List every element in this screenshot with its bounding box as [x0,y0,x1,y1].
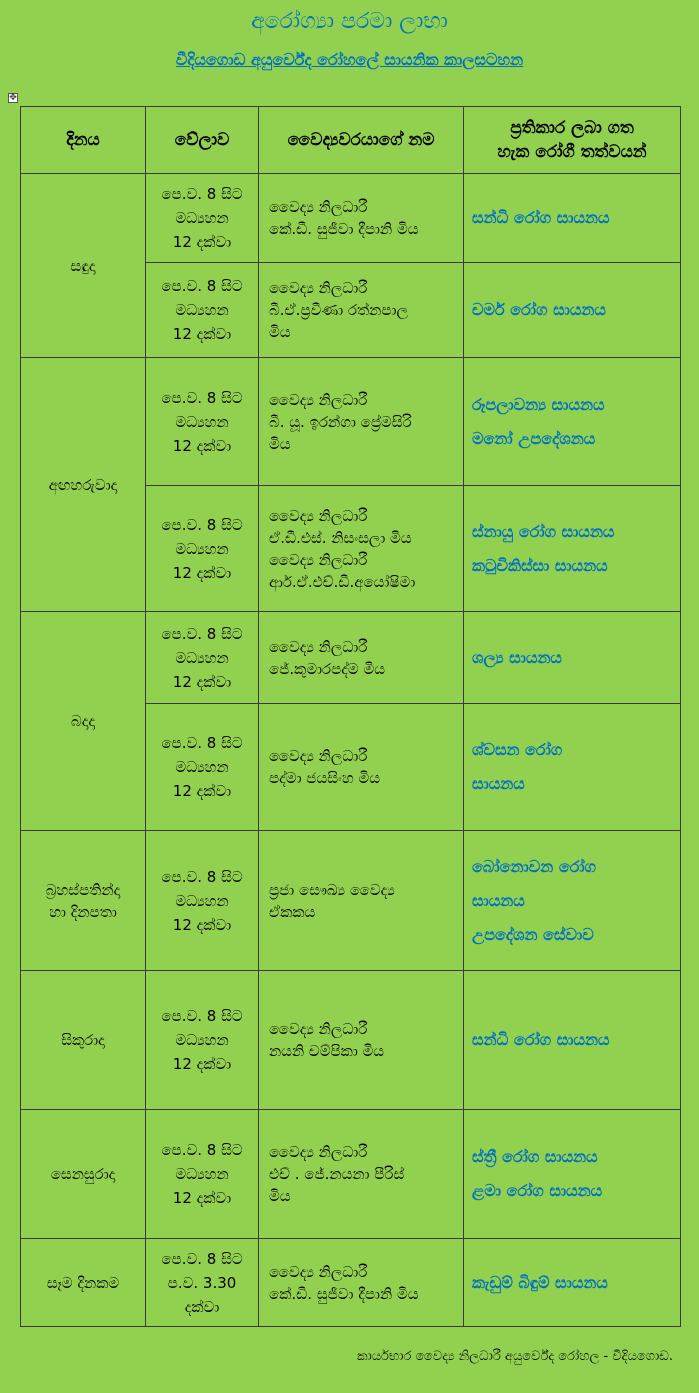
service-line: චර්ම රෝග සායනය [472,300,606,319]
time-line: පෙ.ව. 8 සිට [161,867,243,886]
time-cell [146,612,259,704]
header-doctor: වෛද්‍යවරයාගේ නම [259,107,464,174]
doctor-cell [259,358,464,486]
time-line: මධ්‍යහන [175,412,229,431]
service-line: සායනය [472,774,525,793]
service-line: කැඩුම් බිඳුම් සායනය [472,1272,608,1292]
doctor-line: එච් . ජේ.නයනා පීරිස් [269,1165,405,1183]
table-row [21,612,681,704]
time-line: පෙ.ව. 8 සිට [161,1007,243,1025]
service-line: ශ්වසන රෝග [472,740,563,759]
day-cell: අඟහරුවාදා [21,358,146,612]
day-cell: බදාදා [21,612,146,831]
doctor-cell [259,1239,464,1327]
doctor-line: කේ.ඩී. සුජීවා දීපානි මිය [269,1284,419,1303]
time-cell [146,486,259,612]
doctor-line: නයනි චම්පිකා මිය [269,1042,385,1060]
time-line: 12 දක්වා [172,563,232,582]
service-line: සායනය [472,890,525,910]
time-line: පෙ.ව. 8 සිට [161,734,243,752]
day-cell: සෙනසුරාදා [21,1110,146,1239]
doctor-cell [259,263,464,358]
service-line: සන්ධි රෝග සායනය [472,208,610,227]
time-cell [146,1239,259,1327]
day-cell: සෑම දිනකම [21,1239,146,1327]
day-line: බ්‍රහස්පතින්දා [45,880,121,899]
doctor-cell [259,174,464,263]
time-line: පෙ.ව. 8 සිට [161,1249,243,1268]
time-cell [146,263,259,358]
header-conditions [464,107,681,174]
doctor-line: වෛද්‍ය නිලධාරී [269,747,368,765]
service-cell [464,971,681,1110]
service-line: කටුචිකිස්සා සායනය [472,555,608,575]
table-row [21,971,681,1110]
table-row [21,831,681,971]
time-cell [146,971,259,1110]
doctor-line: ආර්.ඒ.එච්.ඩී.අයෝෂිමා [269,572,416,591]
doctor-line: මිය [269,1187,291,1205]
service-line: ශල්‍ය සායනය [472,647,562,667]
doctor-line: වෛද්‍ය නිලධාරී [269,1143,368,1161]
time-line: 12 දක්වා [172,1189,232,1207]
service-line: ස්ත්‍රී රෝග සායනය [472,1147,598,1166]
doctor-line: වෛද්‍ය නිලධාරී [269,198,368,216]
service-cell [464,704,681,831]
doctor-line: කේ.ඩී. සුජීවා දීපානි මිය [269,220,419,238]
service-line: සන්ධි රෝග සායනය [472,1030,610,1049]
time-line: මධ්‍යහන [175,1031,229,1049]
doctor-line: වෛද්‍ය නිලධාරී [269,390,368,409]
service-cell [464,1110,681,1239]
time-line: ප.ව. 3.30 [167,1273,237,1292]
doctor-line: ඒ.ඩී.එස්. නිසංසලා මිය [269,528,412,547]
page-title: අරෝග්‍යා පරමා ලාභා [251,9,448,34]
doctor-line: මිය [269,323,291,341]
service-cell [464,486,681,612]
time-cell [146,831,259,971]
doctor-cell [259,1110,464,1239]
doctor-line: බී.ඒ.ප්‍රවීණා රත්නපාල [269,301,408,319]
table-row [21,1239,681,1327]
service-cell [464,831,681,971]
doctor-cell [259,612,464,704]
time-line: පෙ.ව. 8 සිට [161,624,243,643]
time-line: මධ්‍යහන [175,301,229,319]
service-line: උපදේශන සේවාව [472,924,594,944]
time-line: මධ්‍යහන [175,539,229,558]
time-line: 12 දක්වා [172,672,232,691]
time-line: පෙ.ව. 8 සිට [161,277,243,295]
service-cell [464,358,681,486]
doctor-cell [259,486,464,612]
doctor-line: වෛද්‍ය නිලධාරී [269,1020,368,1038]
time-line: මධ්‍යහන [175,209,229,227]
service-line: ළමා රෝග සායනය [472,1181,603,1200]
doctor-line: වෛද්‍ය නිලධාරී [269,1262,368,1281]
time-line: 12 දක්වා [172,1055,232,1073]
time-line: පෙ.ව. 8 සිට [161,388,243,407]
doctor-cell [259,971,464,1110]
time-line: පෙ.ව. 8 සිට [161,515,243,534]
table-row [21,358,681,486]
time-line: 12 දක්වා [172,233,232,251]
doctor-line: වෛද්‍ය නිලධාරී [269,637,368,656]
doctor-line: බී. යූ. ඉරන්ගා ප්‍රේමසිරි [269,412,412,431]
time-line: 12 දක්වා [172,436,232,455]
time-cell [146,174,259,263]
footer-signature: කාර්යභාර වෛද්‍ය නිලධාරී අයුර්වේද රෝහල - වීදියගොඩ. [357,1349,673,1364]
time-line: පෙ.ව. 8 සිට [161,185,243,203]
doctor-line: මිය [269,434,291,453]
service-cell [464,1239,681,1327]
day-line: හා දිනපතා [49,902,117,921]
time-line: දක්වා [184,1297,220,1316]
move-icon[interactable]: ✥ [9,93,17,103]
header-conditions-line: ප්‍රතිකාර ලබා ගත [510,118,634,138]
time-line: මධ්‍යහන [175,1165,229,1183]
time-line: මධ්‍යහන [175,758,229,776]
doctor-cell [259,704,464,831]
time-line: 12 දක්වා [172,325,232,343]
doctor-cell [259,831,464,971]
service-line: මනෝ උපදේශනය [472,428,596,448]
service-cell [464,263,681,358]
day-cell [21,831,146,971]
header-conditions-line: හැක රෝගී තත්වයන් [497,142,647,162]
time-line: 12 දක්වා [172,782,232,800]
time-line: මධ්‍යහන [175,891,229,910]
doctor-line: ජේ.කුමාරපද්ම මිය [269,659,386,678]
service-line: බෝනොවන රෝග [472,856,597,876]
doctor-line: ප්‍රජා සෞඛ්‍ය වෛද්‍ය [269,880,395,899]
doctor-line: වෛද්‍ය නිලධාරී [269,279,368,297]
table-header-row [21,107,681,174]
time-line: පෙ.ව. 8 සිට [161,1141,243,1159]
page-subtitle[interactable]: වීදියගොඩ අයුර්වේද රෝහලේ සායනික කාලසටහන [175,50,524,69]
doctor-line: වෛද්‍ය නිලධාරී [269,506,368,525]
service-cell [464,174,681,263]
service-line: ස්නායු රෝග සායනය [472,521,615,541]
header-day: දිනය [21,107,146,174]
service-cell [464,612,681,704]
time-cell [146,704,259,831]
time-cell [146,1110,259,1239]
header-time: වේලාව [146,107,259,174]
time-line: 12 දක්වා [172,915,232,934]
day-cell: සඳුදා [21,174,146,358]
doctor-line: ඒකකය [269,902,316,921]
doctor-line: පද්මා ජයසිංහ මිය [269,769,380,787]
clinic-schedule-table [20,106,681,1327]
time-line: මධ්‍යහන [175,648,229,667]
service-line: රූපලාවන්‍ය සායනය [472,394,605,414]
table-row [21,1110,681,1239]
doctor-line: වෛද්‍ය නිලධාරී [269,550,368,569]
time-cell [146,358,259,486]
table-row [21,174,681,263]
day-cell: සිකුරාදා [21,971,146,1110]
